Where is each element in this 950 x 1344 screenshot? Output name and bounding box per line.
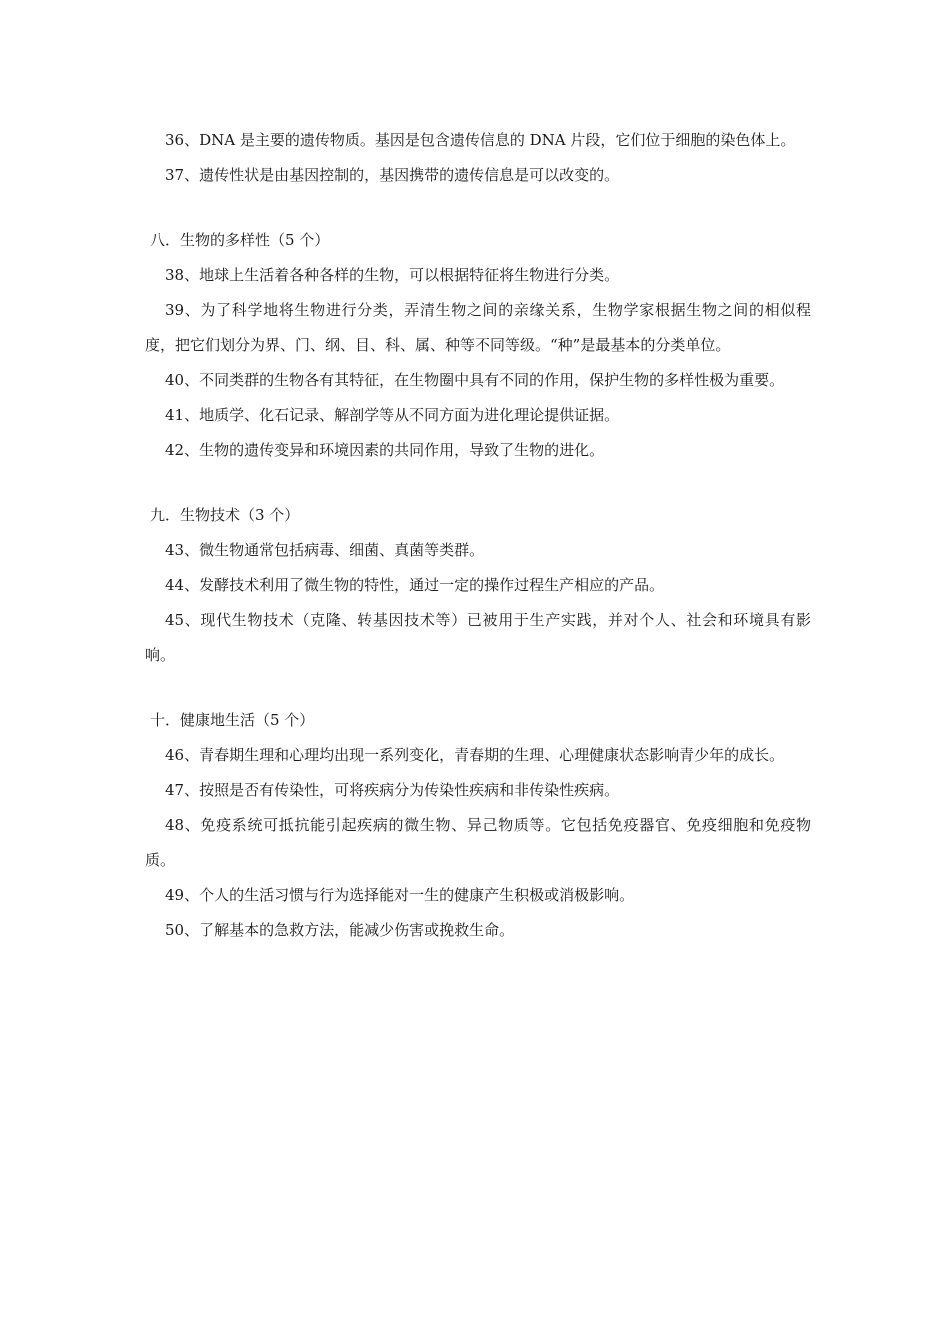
list-item: 49、个人的生活习惯与行为选择能对一生的健康产生积极或消极影响。 bbox=[165, 886, 635, 904]
document-body bbox=[145, 123, 811, 948]
list-item: 47、按照是否有传染性，可将疾病分为传染性疾病和非传染性疾病。 bbox=[165, 781, 620, 799]
list-item: 42、生物的遗传变异和环境因素的共同作用，导致了生物的进化。 bbox=[165, 441, 605, 459]
section-spacer bbox=[145, 193, 811, 223]
list-item: 39、为了科学地将生物进行分类，弄清生物之间的亲缘关系，生物学家根据生物之间的相似程度，把它们划分为界、门、纲、目、科、属、种等不同等级。“种”是最基本的分类单位。 bbox=[145, 301, 811, 354]
list-item: 40、不同类群的生物各有其特征，在生物圈中具有不同的作用，保护生物的多样性极为重要。 bbox=[165, 371, 785, 389]
list-item: 46、青春期生理和心理均出现一系列变化，青春期的生理、心理健康状态影响青少年的成长。 bbox=[165, 746, 785, 764]
section-biodiversity bbox=[145, 223, 811, 468]
list-item: 43、微生物通常包括病毒、细菌、真菌等类群。 bbox=[165, 541, 485, 559]
list-item: 38、地球上生活着各种各样的生物，可以根据特征将生物进行分类。 bbox=[165, 266, 620, 284]
section-healthy-living bbox=[145, 703, 811, 948]
list-item: 48、免疫系统可抵抗能引起疾病的微生物、异己物质等。它包括免疫器官、免疫细胞和免疫物质。 bbox=[145, 816, 811, 869]
list-item: 44、发酵技术利用了微生物的特性，通过一定的操作过程生产相应的产品。 bbox=[165, 576, 665, 594]
list-item: 50、了解基本的急救方法，能减少伤害或挽救生命。 bbox=[165, 921, 515, 939]
list-item: 37、遗传性状是由基因控制的，基因携带的遗传信息是可以改变的。 bbox=[165, 166, 620, 184]
section-heading: 十．健康地生活（5 个） bbox=[150, 711, 315, 729]
section-heading: 九．生物技术（3 个） bbox=[150, 506, 300, 524]
list-item: 41、地质学、化石记录、解剖学等从不同方面为进化理论提供证据。 bbox=[165, 406, 620, 424]
section-biotechnology bbox=[145, 498, 811, 673]
section-spacer bbox=[145, 468, 811, 498]
section-heading: 八．生物的多样性（5 个） bbox=[150, 231, 330, 249]
list-item: 36、DNA 是主要的遗传物质。基因是包含遗传信息的 DNA 片段，它们位于细胞的染色体上。 bbox=[165, 131, 796, 149]
section-spacer bbox=[145, 673, 811, 703]
list-item: 45、现代生物技术（克隆、转基因技术等）已被用于生产实践，并对个人、社会和环境具有影响。 bbox=[145, 611, 811, 664]
